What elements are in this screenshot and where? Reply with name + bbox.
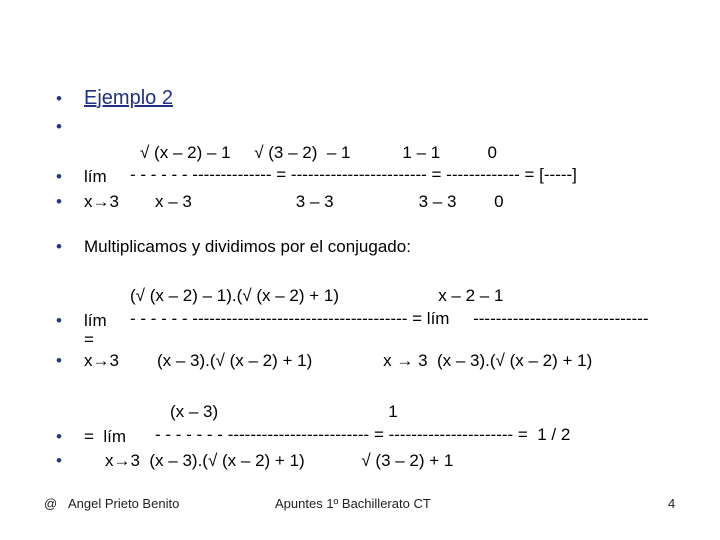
ex1-fraction-bars: - - - - - - -------------- = ------------------------ = ------------- = [-----] xyxy=(130,165,577,184)
footer-at-symbol: @ xyxy=(44,496,58,511)
bullet: • xyxy=(56,237,62,256)
ex3-equals-lim: = lím xyxy=(84,427,127,446)
ex2-lim: lím xyxy=(84,311,107,330)
bullet: • xyxy=(56,351,62,370)
bullet: • xyxy=(56,89,62,108)
ex1-limit-variable: x→3 xyxy=(84,192,119,211)
slide-title: Ejemplo 2 xyxy=(84,87,173,109)
explanation-text: Multiplicamos y dividimos por el conjugado: xyxy=(84,237,411,256)
bullet: • xyxy=(56,427,62,446)
ex3-numerator-line: (x – 3) 1 xyxy=(170,402,398,421)
bullet: • xyxy=(56,311,62,330)
ex3-fraction-bars: - - - - - - - ------------------------- = ---------------------- = 1 / 2 xyxy=(155,425,571,444)
ex1-lim: lím xyxy=(84,167,107,186)
ex1-denominator-line: x – 3 3 – 3 3 – 3 0 xyxy=(155,192,504,211)
ex2-numerator-line: (√ (x – 2) – 1).(√ (x – 2) + 1) x – 2 – 1 xyxy=(130,286,504,305)
ex2-denominator-line: (x – 3).(√ (x – 2) + 1) x → 3 (x – 3).(√ (x – 2) + 1) xyxy=(157,351,593,370)
footer-author: Angel Prieto Benito xyxy=(68,496,180,511)
bullet: • xyxy=(56,117,62,136)
ex2-equals: = xyxy=(84,330,94,349)
page-number: 4 xyxy=(668,496,676,511)
bullet: • xyxy=(56,451,62,470)
footer-course: Apuntes 1º Bachillerato CT xyxy=(275,496,431,511)
ex3-denominator-line: x→3 (x – 3).(√ (x – 2) + 1) √ (3 – 2) + 1 xyxy=(105,451,454,470)
ex2-limit-variable: x→3 xyxy=(84,351,119,370)
bullet: • xyxy=(56,192,62,211)
bullet: • xyxy=(56,167,62,186)
ex1-numerator-line: √ (x – 2) – 1 √ (3 – 2) – 1 1 – 1 0 xyxy=(140,143,497,162)
ex2-fraction-bars: - - - - - - -------------------------------------- = lím ------------------------------- xyxy=(130,309,649,328)
